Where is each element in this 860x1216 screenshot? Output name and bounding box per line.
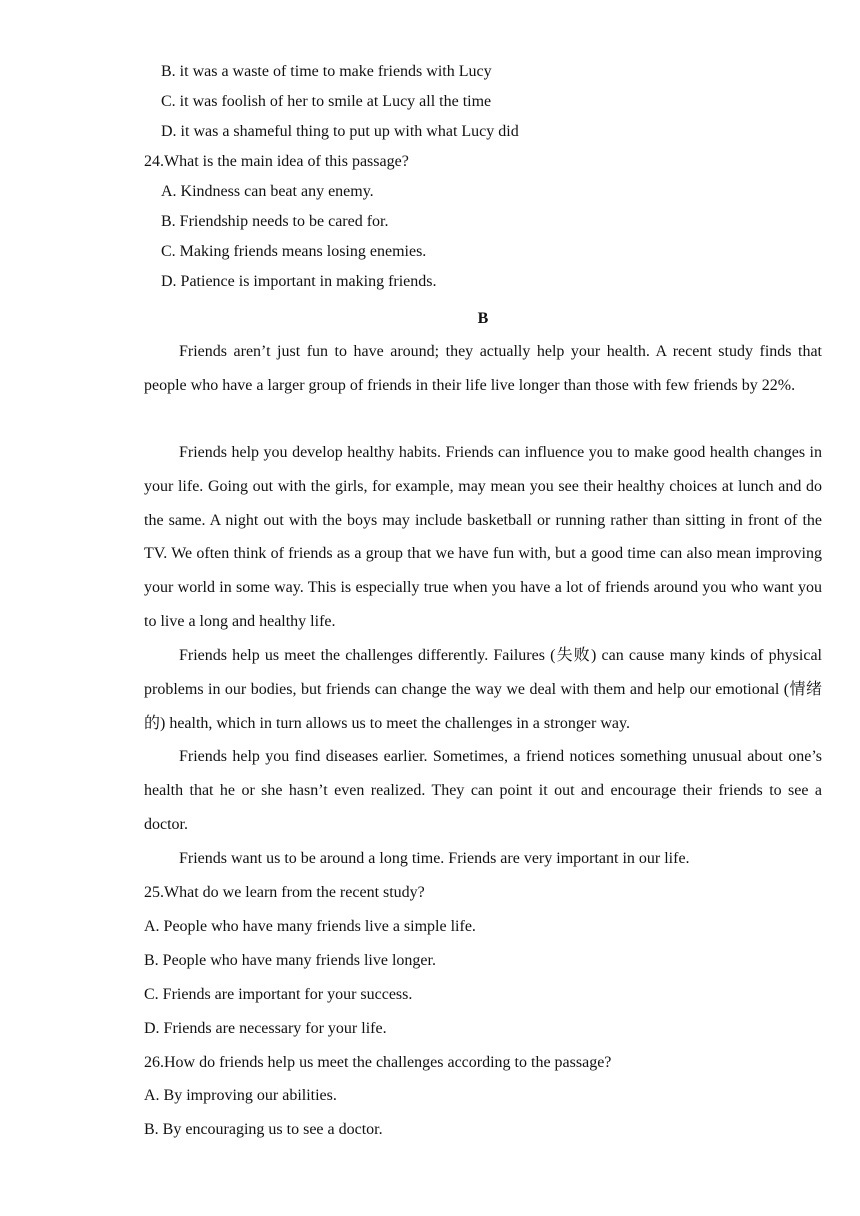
q25-option-b: B. People who have many friends live longer.: [144, 952, 436, 969]
q25-option-a: A. People who have many friends live a simple life.: [144, 918, 476, 935]
q26-option-a: A. By improving our abilities.: [144, 1087, 337, 1104]
q26-question: 26.How do friends help us meet the challenges according to the passage?: [144, 1054, 612, 1071]
passage-paragraph-1: Friends aren’t just fun to have around; they actually help your health. A recent study finds that people who have a larger group of friends in their life live longer than those with few friends by 22%.: [144, 343, 822, 394]
q25-option-d: D. Friends are necessary for your life.: [144, 1020, 387, 1037]
passage-paragraph-5: Friends want us to be around a long time. Friends are very important in our life.: [179, 850, 690, 867]
q25-option-c: C. Friends are important for your success.: [144, 986, 413, 1003]
passage-paragraph-2: Friends help you develop healthy habits. Friends can influence you to make good health changes in your life. Going out with the girls, for example, may mean you see their healthy choices at lunch and do the same. A night out with the boys may include basketball or running rather than sitting in front of the TV. We often think of friends as a group that we have fun with, but a good time can also mean improving your world in some way. This is especially true when you have a lot of friends around you who want you to live a long and healthy life.: [144, 444, 822, 630]
q24-option-a: A. Kindness can beat any enemy.: [161, 183, 374, 200]
q23-option-d: D. it was a shameful thing to put up with what Lucy did: [161, 123, 519, 140]
q24-question: 24.What is the main idea of this passage?: [144, 153, 409, 170]
q26-option-b: B. By encouraging us to see a doctor.: [144, 1121, 383, 1138]
q25-question: 25.What do we learn from the recent study?: [144, 884, 425, 901]
section-b-title: B: [477, 310, 489, 327]
passage-paragraph-3: Friends help us meet the challenges differently. Failures (失败) can cause many kinds of physical problems in our bodies, but friends can change the way we deal with them and help our emotional (情绪的) health, which in turn allows us to meet the challenges in a stronger way.: [144, 647, 822, 732]
q23-option-b: B. it was a waste of time to make friends with Lucy: [161, 63, 492, 80]
q24-option-b: B. Friendship needs to be cared for.: [161, 213, 389, 230]
q23-option-c: C. it was foolish of her to smile at Lucy all the time: [161, 93, 492, 110]
q24-option-c: C. Making friends means losing enemies.: [161, 243, 427, 260]
q24-option-d: D. Patience is important in making friends.: [161, 273, 437, 290]
passage-paragraph-4: Friends help you find diseases earlier. Sometimes, a friend notices something unusual about one’s health that he or she hasn’t even realized. They can point it out and encourage their friends to see a doctor.: [144, 748, 822, 833]
